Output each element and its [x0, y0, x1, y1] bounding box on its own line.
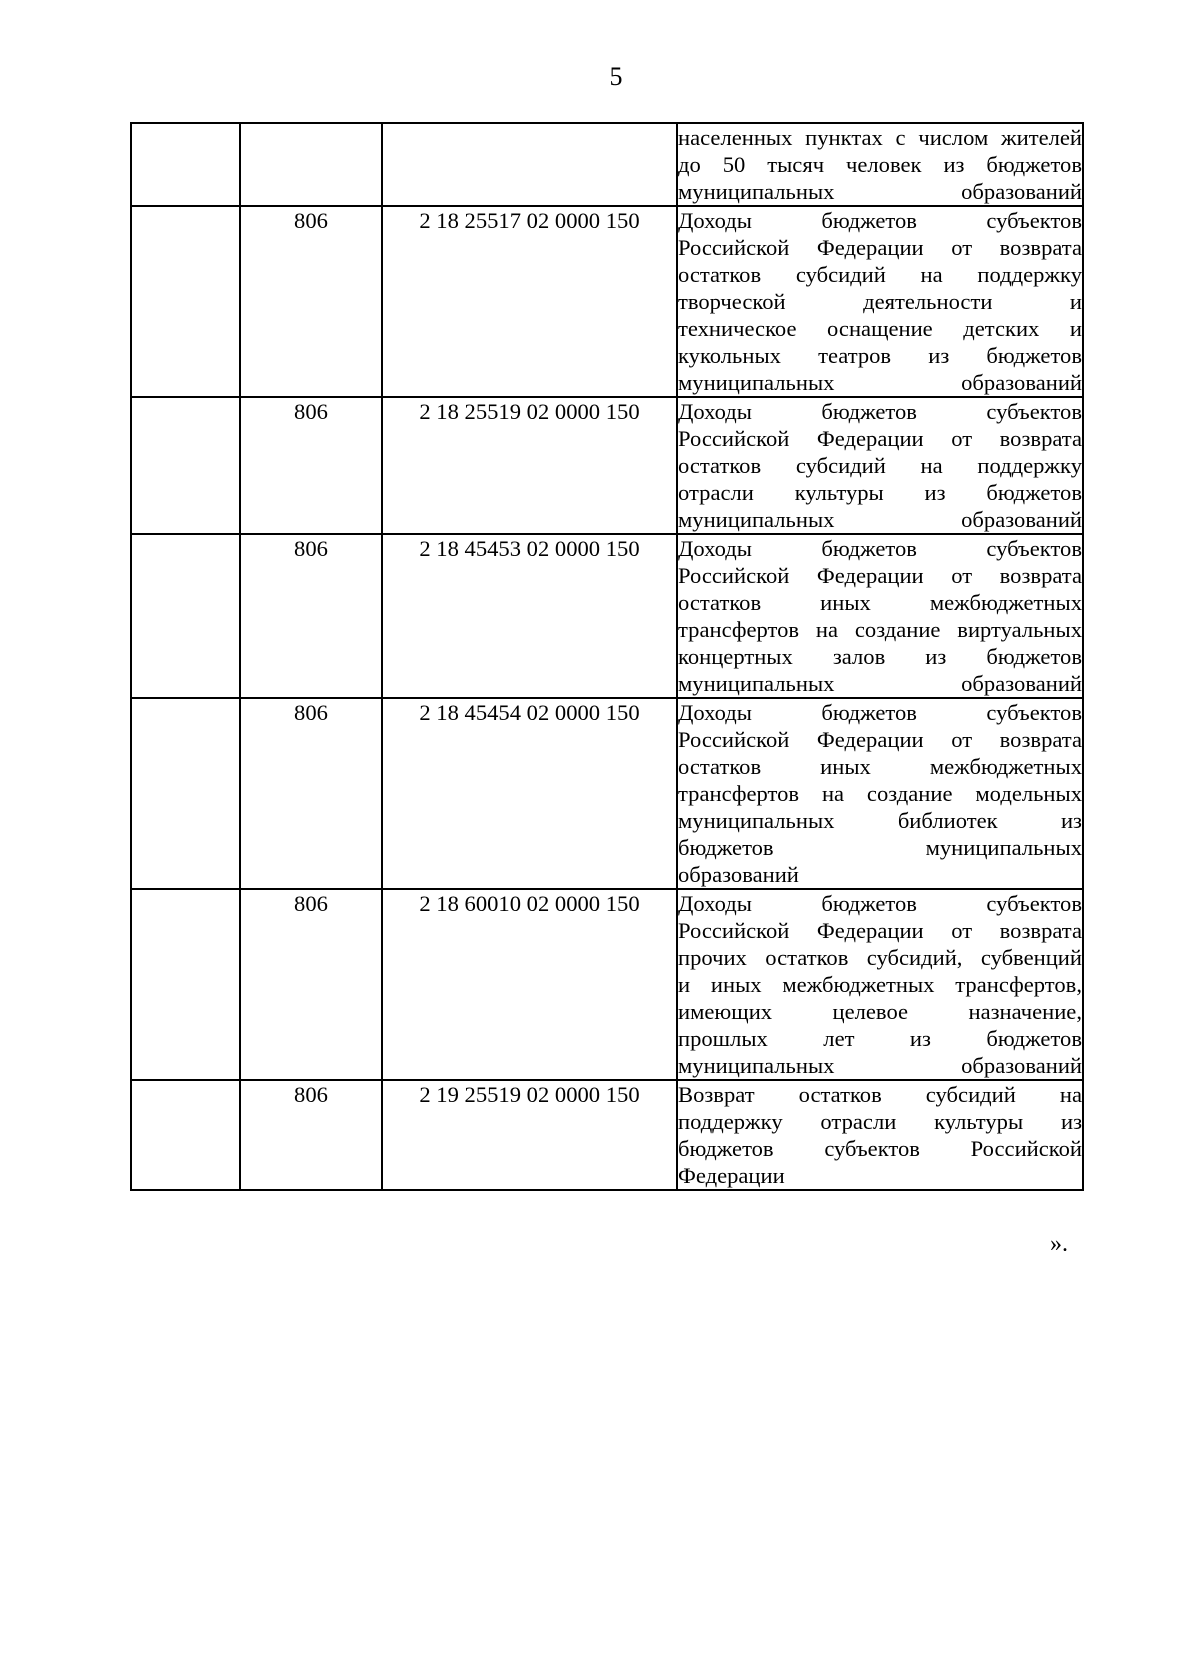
description-line: Российской Федерации от возврата	[678, 727, 1082, 752]
income-description-cell	[677, 123, 1083, 206]
description-line: Российской Федерации от возврата	[678, 235, 1082, 260]
description-line: муниципальных образований	[678, 1053, 1082, 1078]
table-row	[131, 1080, 1083, 1190]
row-empty-cell	[131, 889, 240, 1080]
description-line: техническое оснащение детских и	[678, 316, 1082, 341]
table-row	[131, 889, 1083, 1080]
description-line: трансфертов на создание модельных	[678, 781, 1082, 806]
description-line: муниципальных образований	[678, 179, 1082, 204]
description-line: населенных пунктах с числом жителей	[678, 125, 1082, 150]
admin-code-cell: 806	[240, 534, 382, 698]
description-line: Доходы бюджетов субъектов	[678, 208, 1082, 233]
admin-code-cell: 806	[240, 1080, 382, 1190]
income-code-cell	[382, 123, 677, 206]
description-line: муниципальных образований	[678, 370, 1082, 395]
description-line: Российской Федерации от возврата	[678, 426, 1082, 451]
row-empty-cell	[131, 534, 240, 698]
admin-code-cell: 806	[240, 698, 382, 889]
income-code-cell: 2 18 45454 02 0000 150	[382, 698, 677, 889]
income-code-cell: 2 18 45453 02 0000 150	[382, 534, 677, 698]
row-empty-cell	[131, 698, 240, 889]
income-description-cell	[677, 1080, 1083, 1190]
description-line: муниципальных образований	[678, 671, 1082, 696]
table-row	[131, 698, 1083, 889]
admin-code-cell: 806	[240, 206, 382, 397]
description-line: Возврат остатков субсидий на	[678, 1082, 1082, 1107]
description-line: остатков субсидий на поддержку	[678, 453, 1082, 478]
description-line: концертных залов из бюджетов	[678, 644, 1082, 669]
description-line: бюджетов субъектов Российской	[678, 1136, 1082, 1161]
income-code-cell: 2 18 60010 02 0000 150	[382, 889, 677, 1080]
income-description-cell	[677, 889, 1083, 1080]
page-number: 5	[609, 62, 623, 91]
admin-code-cell: 806	[240, 397, 382, 534]
income-description-cell	[677, 534, 1083, 698]
description-line: до 50 тысяч человек из бюджетов	[678, 152, 1082, 177]
description-line: Федерации	[678, 1163, 785, 1188]
description-line: остатков иных межбюджетных	[678, 754, 1082, 779]
description-line: остатков иных межбюджетных	[678, 590, 1082, 615]
income-code-cell: 2 18 25517 02 0000 150	[382, 206, 677, 397]
table-row	[131, 397, 1083, 534]
description-line: отрасли культуры из бюджетов	[678, 480, 1082, 505]
description-line: творческой деятельности и	[678, 289, 1082, 314]
row-empty-cell	[131, 206, 240, 397]
row-empty-cell	[131, 397, 240, 534]
description-line: муниципальных библиотек из	[678, 808, 1082, 833]
income-description-cell	[677, 397, 1083, 534]
description-line: бюджетов муниципальных	[678, 835, 1082, 860]
admin-code-cell	[240, 123, 382, 206]
description-line: Доходы бюджетов субъектов	[678, 399, 1082, 424]
description-line: Доходы бюджетов субъектов	[678, 536, 1082, 561]
table-row	[131, 534, 1083, 698]
description-line: прочих остатков субсидий, субвенций	[678, 945, 1082, 970]
description-line: Российской Федерации от возврата	[678, 563, 1082, 588]
description-line: имеющих целевое назначение,	[678, 999, 1082, 1024]
description-line: муниципальных образований	[678, 507, 1082, 532]
description-line: прошлых лет из бюджетов	[678, 1026, 1082, 1051]
table-row	[131, 206, 1083, 397]
admin-code-cell: 806	[240, 889, 382, 1080]
description-line: Доходы бюджетов субъектов	[678, 700, 1082, 725]
closing-quote-mark: ».	[1050, 1231, 1068, 1257]
description-line: остатков субсидий на поддержку	[678, 262, 1082, 287]
income-description-cell	[677, 698, 1083, 889]
description-line: Доходы бюджетов субъектов	[678, 891, 1082, 916]
description-line: поддержку отрасли культуры из	[678, 1109, 1082, 1134]
row-empty-cell	[131, 1080, 240, 1190]
row-empty-cell	[131, 123, 240, 206]
description-line: Российской Федерации от возврата	[678, 918, 1082, 943]
table-row	[131, 123, 1083, 206]
description-line: трансфертов на создание виртуальных	[678, 617, 1082, 642]
budget-classification-table	[130, 122, 1084, 1191]
income-description-cell	[677, 206, 1083, 397]
income-code-cell: 2 18 25519 02 0000 150	[382, 397, 677, 534]
description-line: и иных межбюджетных трансфертов,	[678, 972, 1082, 997]
income-code-cell: 2 19 25519 02 0000 150	[382, 1080, 677, 1190]
description-line: кукольных театров из бюджетов	[678, 343, 1082, 368]
table-body	[131, 123, 1083, 1190]
description-line: образований	[678, 862, 799, 887]
